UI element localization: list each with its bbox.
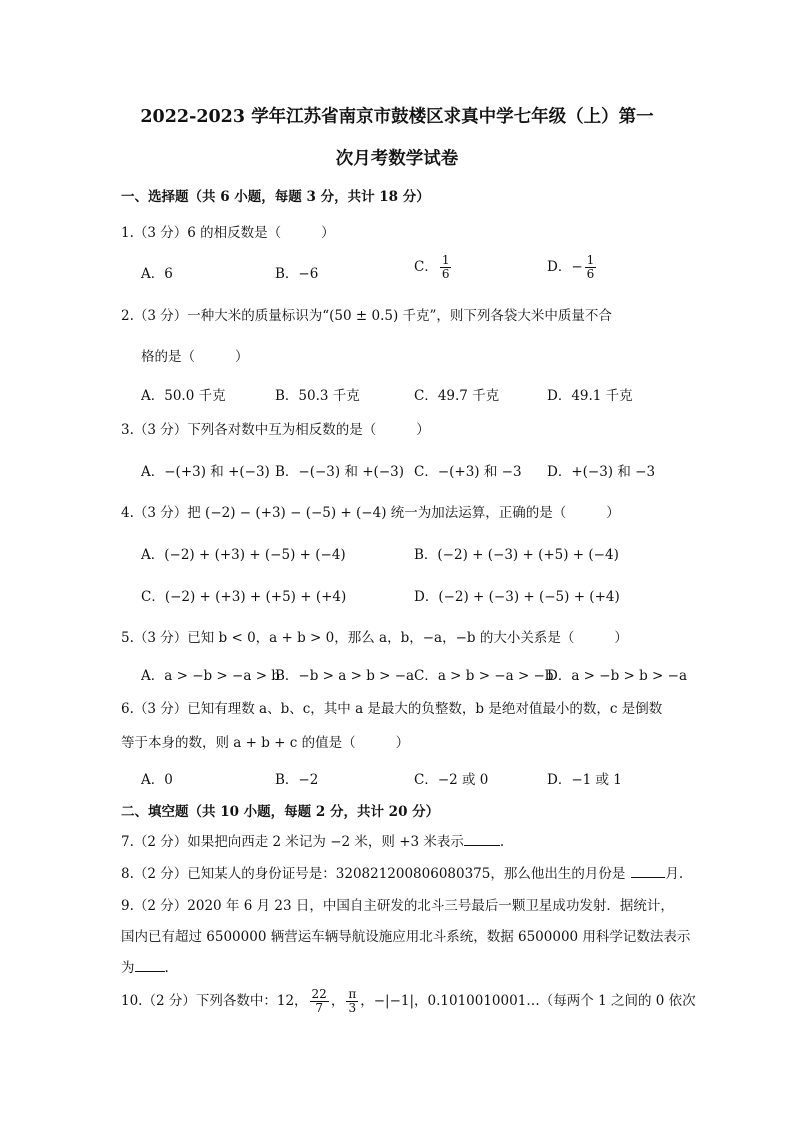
question-4 [121, 501, 620, 521]
question-4-option-b: B．(−2) + (−3) + (+5) + (−4) [414, 547, 619, 563]
question-5-stem: 5.（3 分）已知 b < 0，a + b > 0，那么 a，b，−a，−b 的大小关系是（ [121, 630, 575, 646]
question-1 [121, 221, 335, 241]
question-1-option-b: B．−6 [275, 266, 319, 282]
question-9-end: . [164, 960, 169, 976]
question-4-option-a: A．(−2) + (+3) + (−5) + (−4) [141, 547, 346, 563]
question-1-close: ） [321, 225, 335, 241]
question-5-option-d: D．a > −b > b > −a [547, 668, 688, 684]
fraction-numerator: 22 [311, 987, 327, 1001]
question-9-line-3 [121, 956, 169, 976]
question-10-end: ，−|−1|，0.1010010001…（每两个 1 之间的 0 依次 [360, 993, 696, 1009]
question-3-option-a: A．−(+3) 和 +(−3) [141, 464, 270, 480]
answer-blank [464, 833, 500, 846]
question-1-option-c-label: C． [414, 259, 438, 275]
question-6-line-1: 6.（3 分）已知有理数 a、b、c，其中 a 是最大的负整数，b 是绝对值最小的数，c 是倒数 [121, 701, 663, 717]
question-7 [121, 830, 504, 850]
page-title-line-1: 2022-2023 学年江苏省南京市鼓楼区求真中学七年级（上）第一 [140, 107, 654, 127]
question-4-option-d: D．(−2) + (−3) + (−5) + (+4) [414, 589, 620, 605]
question-1-option-c-fraction [440, 254, 452, 281]
question-1-option-d [547, 254, 598, 281]
fraction-numerator: 1 [586, 253, 595, 267]
question-5-option-a: A．a > −b > −a > b [141, 668, 280, 684]
page-title-line-2: 次月考数学试卷 [335, 149, 459, 169]
question-6-line-2 [121, 731, 409, 751]
question-8-end: 月. [665, 866, 684, 882]
question-3-close: ） [416, 422, 430, 438]
fraction-numerator: 1 [441, 253, 450, 267]
question-5-close: ） [614, 630, 628, 646]
section-choice-heading: 一、选择题（共 6 小题，每题 3 分，共计 18 分） [121, 189, 430, 205]
question-3-option-b: B．−(−3) 和 +(−3) [275, 464, 404, 480]
question-7-end: . [499, 834, 505, 850]
question-1-option-d-fraction [585, 254, 597, 281]
question-2-line-2 [141, 345, 249, 365]
question-2-option-c: C．49.7 千克 [414, 388, 500, 404]
question-5 [121, 626, 628, 646]
question-2-option-b: B．50.3 千克 [275, 388, 360, 404]
question-9-line-1: 9.（2 分）2020 年 6 月 23 日，中国自主研发的北斗三号最后一颗卫星成功发射．据统计， [121, 898, 674, 914]
fraction-denominator: 3 [348, 1001, 357, 1015]
question-6-close: ） [395, 735, 410, 751]
answer-blank [631, 865, 665, 878]
question-7-stem: 7.（2 分）如果把向西走 2 米记为 −2 米，则 +3 米表示 [121, 834, 464, 850]
question-3-stem: 3.（3 分）下列各对数中互为相反数的是（ [121, 422, 377, 438]
fraction-denominator: 6 [441, 267, 450, 281]
fraction-denominator: 7 [315, 1001, 323, 1015]
question-2-option-a: A．50.0 千克 [141, 388, 226, 404]
question-3 [121, 418, 430, 438]
question-1-option-d-label: D．− [547, 259, 583, 275]
question-1-option-c [414, 254, 453, 281]
fraction-numerator: π [348, 987, 357, 1001]
question-10-fraction-2 [346, 988, 358, 1015]
question-10: 10.（2 分）下列各数中：12， $\frac{22}{7}$ ， $\frac{\pi}{3}$ ，−|−1|，0.1010010001…（每两个 1 之间的 0 依次 [121, 987, 696, 1015]
question-2-option-d: D．49.1 千克 [547, 388, 633, 404]
question-5-option-c: C．a > b > −a > −b [414, 668, 554, 684]
question-5-option-b: B．−b > a > b > −a [275, 668, 415, 684]
question-8-stem: 8.（2 分）已知某人的身份证号是：320821200806080375，那么他出生的月份是 [121, 866, 626, 882]
question-6-option-d: D．−1 或 1 [547, 772, 622, 788]
question-4-option-c: C．(−2) + (+3) + (+5) + (+4) [141, 589, 347, 605]
question-6-option-b: B．−2 [275, 772, 319, 788]
question-1-option-a: A．6 [141, 266, 173, 282]
question-8 [121, 862, 683, 882]
question-3-option-d: D．+(−3) 和 −3 [547, 464, 656, 480]
question-6-stem-end: 等于本身的数，则 a + b + c 的值是（ [121, 735, 356, 751]
question-2-close: ） [235, 349, 249, 365]
question-4-stem: 4.（3 分）把 (−2) − (+3) − (−5) + (−4) 统一为加法运算，正确的是（ [121, 505, 567, 521]
question-6-option-c: C．−2 或 0 [414, 772, 489, 788]
question-4-close: ） [606, 505, 620, 521]
question-9-line-2: 国内已有超过 6500000 辆营运车辆导航设施应用北斗系统，数据 6500000 用科学记数法表示 [121, 929, 691, 945]
question-9-stem-end: 为 [121, 960, 135, 976]
fraction-denominator: 6 [586, 267, 595, 281]
question-1-stem: 1.（3 分）6 的相反数是（ [121, 225, 282, 241]
question-10-fraction-1 [310, 988, 329, 1015]
question-6-option-a: A．0 [141, 772, 173, 788]
question-2-line-1: 2.（3 分）一种大米的质量标识为“(50 ± 0.5) 千克”，则下列各袋大米中质量不合 [121, 308, 612, 324]
answer-blank [135, 959, 165, 972]
question-10-start: 10.（2 分）下列各数中：12， [121, 993, 308, 1009]
section-fill-heading: 二、填空题（共 10 小题，每题 2 分，共计 20 分） [121, 804, 440, 820]
question-2-stem-end: 格的是（ [141, 349, 195, 365]
question-3-option-c: C．−(+3) 和 −3 [414, 464, 522, 480]
